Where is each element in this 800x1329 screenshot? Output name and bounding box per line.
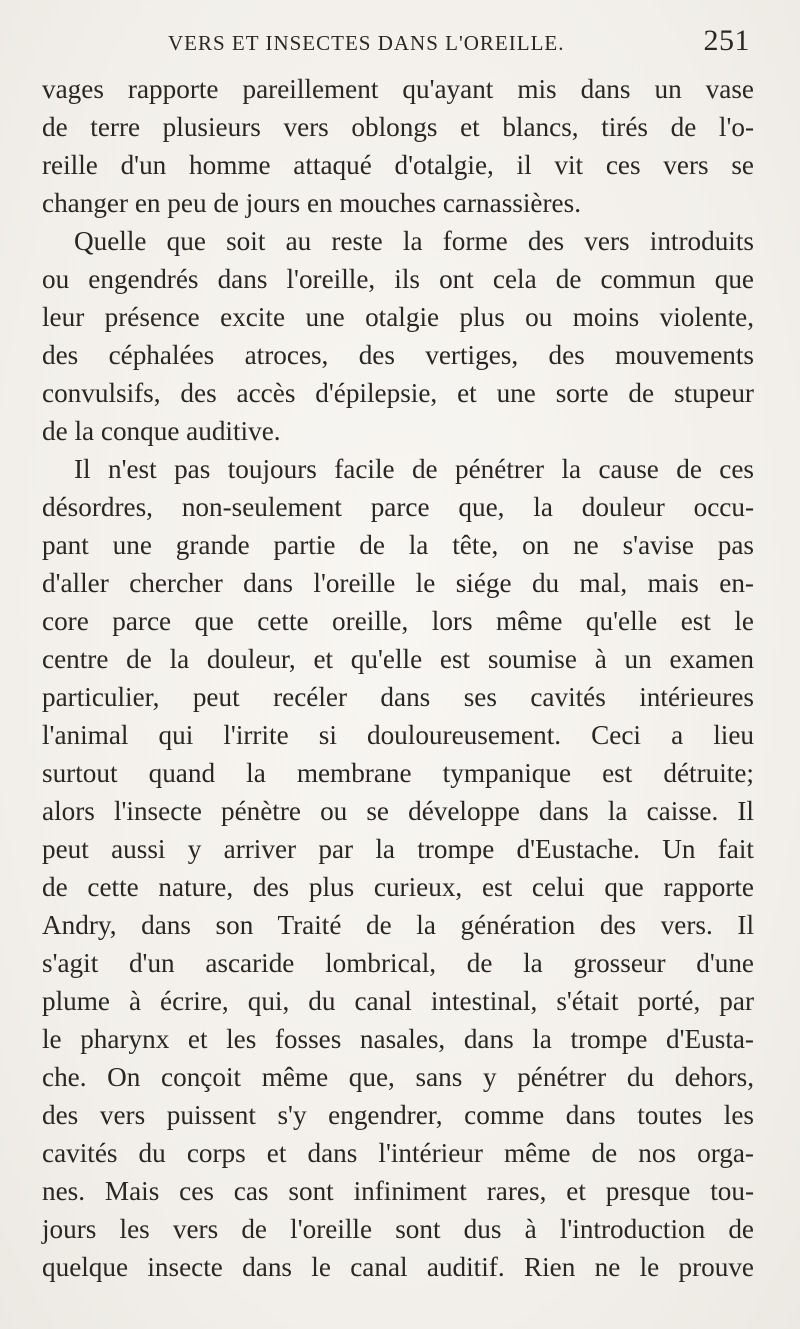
text-line: désordres, non-seulement parce que, la douleur occu- [42,492,754,522]
text-line: nes. Mais ces cas sont infiniment rares, et presque tou- [42,1176,754,1206]
text-line: jours les vers de l'oreille sont dus à l'introduction de [42,1214,754,1244]
text-line: convulsifs, des accès d'épilepsie, et une sorte de stupeur [42,378,754,408]
page-number: 251 [703,24,750,57]
text-line: ou engendrés dans l'oreille, ils ont cela de commun que [42,264,754,294]
text-line: reille d'un homme attaqué d'otalgie, il vit ces vers se [42,150,754,180]
text-line: cavités du corps et dans l'intérieur même de nos orga- [42,1138,754,1168]
body-text [42,70,754,1286]
text-line: d'aller chercher dans l'oreille le siége du mal, mais en- [42,568,754,598]
text-line: des céphalées atroces, des vertiges, des mouvements [42,340,754,370]
text-line: centre de la douleur, et qu'elle est soumise à un examen [42,644,754,674]
text-line: vages rapporte pareillement qu'ayant mis dans un vase [42,74,754,104]
text-line: de la conque auditive. [42,416,281,446]
text-line: l'animal qui l'irrite si douloureusement. Ceci a lieu [42,720,754,750]
text-line: de terre plusieurs vers oblongs et blancs, tirés de l'o- [42,112,754,142]
text-line: che. On conçoit même que, sans y pénétrer du dehors, [42,1062,754,1092]
text-line: peut aussi y arriver par la trompe d'Eustache. Un fait [42,834,754,864]
text-line: de cette nature, des plus curieux, est celui que rapporte [42,872,754,902]
text-line: core parce que cette oreille, lors même qu'elle est le [42,606,754,636]
paragraph-start-line: Quelle que soit au reste la forme des vers introduits [74,226,754,256]
text-line: leur présence excite une otalgie plus ou moins violente, [42,302,754,332]
text-line: pant une grande partie de la tête, on ne s'avise pas [42,530,754,560]
text-line: quelque insecte dans le canal auditif. Rien ne le prouve [42,1252,754,1282]
text-line: Andry, dans son Traité de la génération des vers. Il [42,910,754,940]
text-line: alors l'insecte pénètre ou se développe dans la caisse. Il [42,796,754,826]
paragraph-start-line: Il n'est pas toujours facile de pénétrer la cause de ces [74,454,754,484]
text-line: le pharynx et les fosses nasales, dans la trompe d'Eusta- [42,1024,754,1054]
text-line: surtout quand la membrane tympanique est détruite; [42,758,754,788]
running-title: VERS ET INSECTES DANS L'OREILLE. [168,31,565,55]
text-line: s'agit d'un ascaride lombrical, de la grosseur d'une [42,948,754,978]
text-line: plume à écrire, qui, du canal intestinal, s'était porté, par [42,986,754,1016]
text-line: particulier, peut recéler dans ses cavités intérieures [42,682,754,712]
text-line: changer en peu de jours en mouches carnassières. [42,188,581,218]
text-line: des vers puissent s'y engendrer, comme dans toutes les [42,1100,754,1130]
page-header [40,22,752,62]
